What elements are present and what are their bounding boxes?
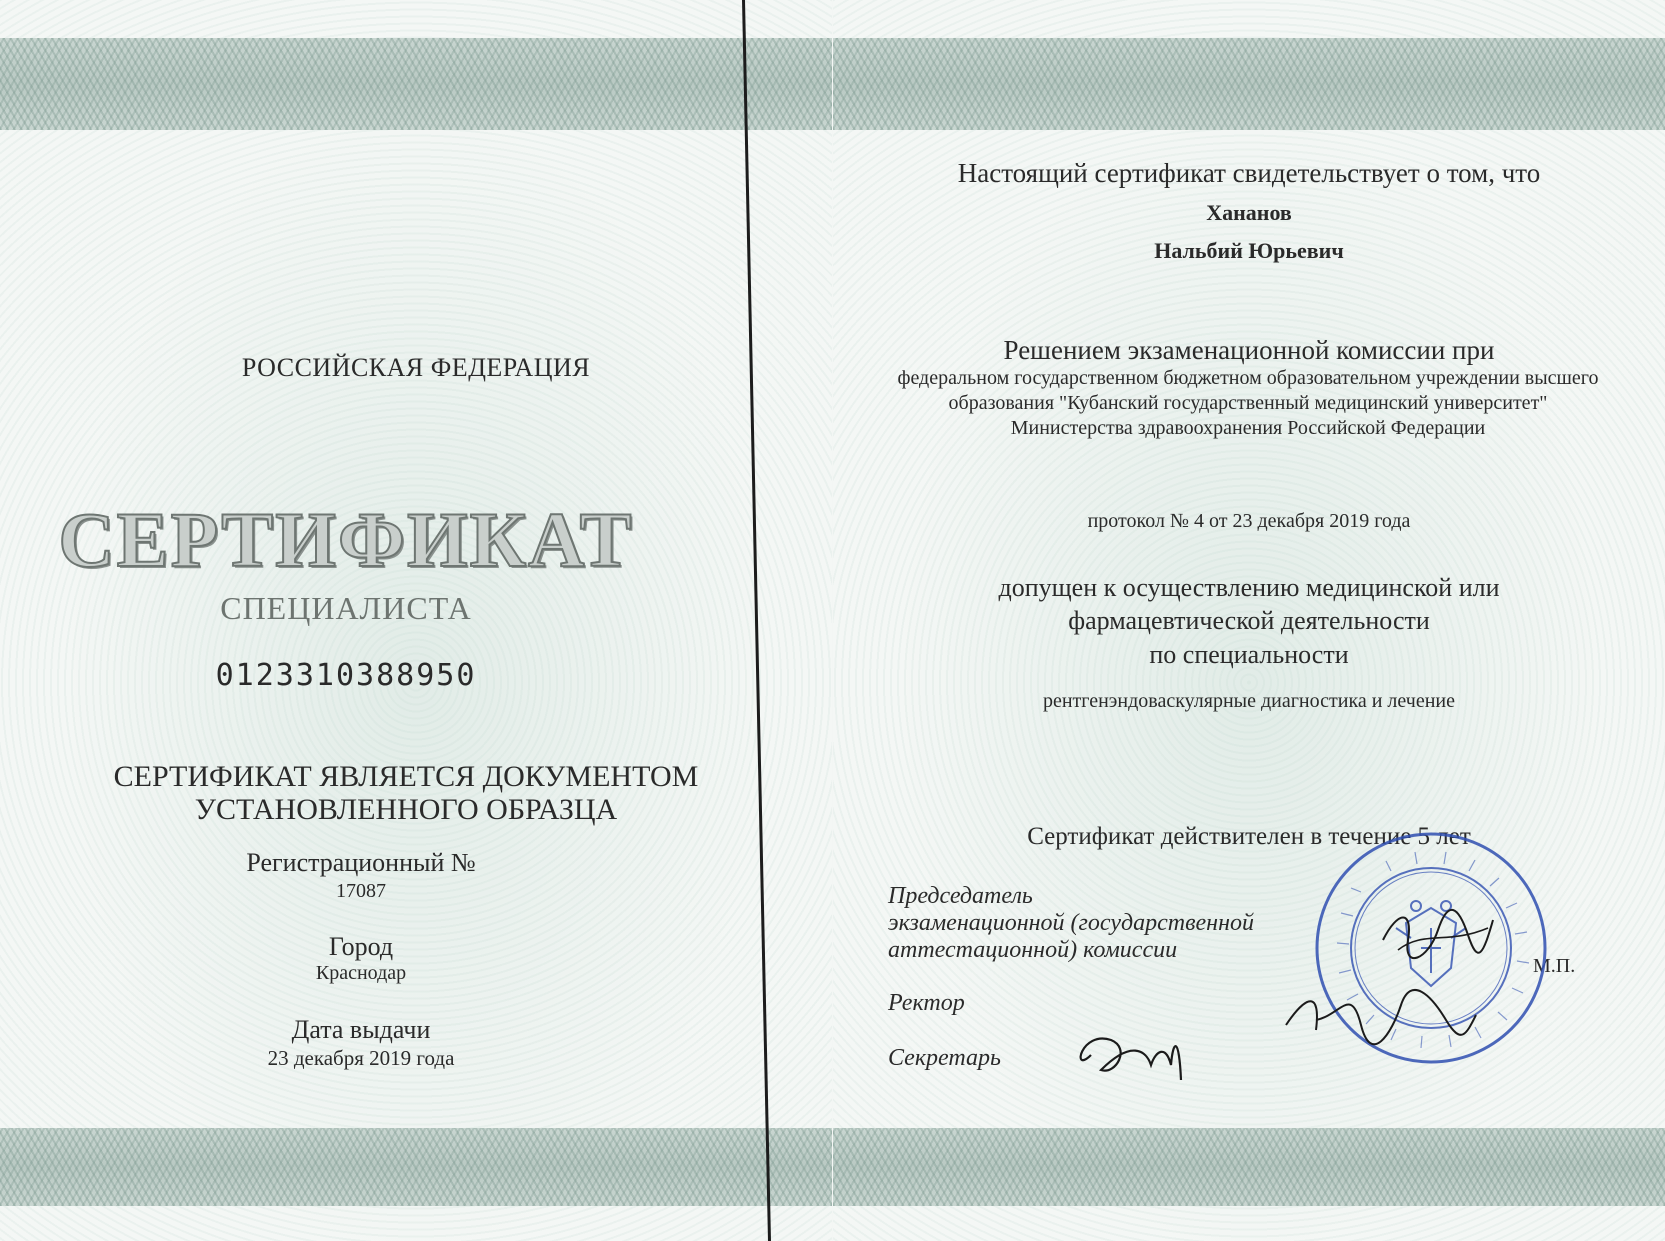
registration-number: 17087 [336, 880, 386, 902]
city-value: Краснодар [315, 962, 407, 984]
certificate-intro: Настоящий сертификат свидетельствует о том, что [957, 158, 1541, 188]
secretary-signature-icon [1071, 1020, 1211, 1090]
chair-label-line3: аттестационной) комиссии [888, 937, 1178, 963]
chair-label-line2: экзаменационной (государственной [888, 910, 1254, 936]
admission-line1: допущен к осуществлению медицинской или [998, 573, 1500, 602]
validity-statement: Сертификат действителен в течение 5 лет [1027, 823, 1471, 850]
holder-surname: Хананов [1206, 200, 1292, 225]
admission-line2: фармацевтической деятельности [1068, 606, 1430, 635]
top-guilloche-band [833, 38, 1665, 130]
right-page [833, 0, 1665, 1241]
registration-label: Регистрационный № [246, 848, 476, 877]
chair-label-line1: Председатель [888, 883, 1033, 909]
chair-signature-icon [1378, 900, 1498, 970]
bottom-guilloche-band [0, 1128, 832, 1206]
rector-signature-icon [1281, 975, 1481, 1055]
secretary-label: Секретарь [888, 1045, 1001, 1071]
certificate-title: СЕРТИФИКАТ [58, 496, 634, 583]
admission-line3: по специальности [1149, 640, 1349, 669]
left-page [0, 0, 832, 1241]
issue-date-label: Дата выдачи [291, 1015, 431, 1044]
holder-given-names: Нальбий Юрьевич [1154, 238, 1344, 263]
rector-label: Ректор [888, 990, 965, 1016]
top-guilloche-band [0, 38, 832, 130]
bottom-guilloche-band [833, 1128, 1665, 1206]
document-statement-line2: УСТАНОВЛЕННОГО ОБРАЗЦА [194, 793, 618, 826]
certificate-subtitle: СПЕЦИАЛИСТА [220, 590, 472, 626]
country-heading: РОССИЙСКАЯ ФЕДЕРАЦИЯ [241, 353, 591, 382]
commission-decision: Решением экзаменационной комиссии при [1003, 335, 1495, 365]
specialty: рентгенэндоваскулярные диагностика и лечение [1042, 690, 1456, 712]
document-statement-line1: СЕРТИФИКАТ ЯВЛЯЕТСЯ ДОКУМЕНТОМ [113, 760, 699, 793]
issue-date-value: 23 декабря 2019 года [267, 1046, 455, 1070]
organization-name: федеральном государственном бюджетном образовательном учреждении высшего образования "Кубанский государственный медицинский университет" Министерства здравоохранения Российской Федерации [897, 367, 1599, 439]
protocol-reference: протокол № 4 от 23 декабря 2019 года [1087, 510, 1411, 532]
serial-number: 0123310388950 [215, 658, 477, 693]
city-label: Город [328, 932, 394, 961]
seal-place-mark: М.П. [1533, 955, 1576, 977]
